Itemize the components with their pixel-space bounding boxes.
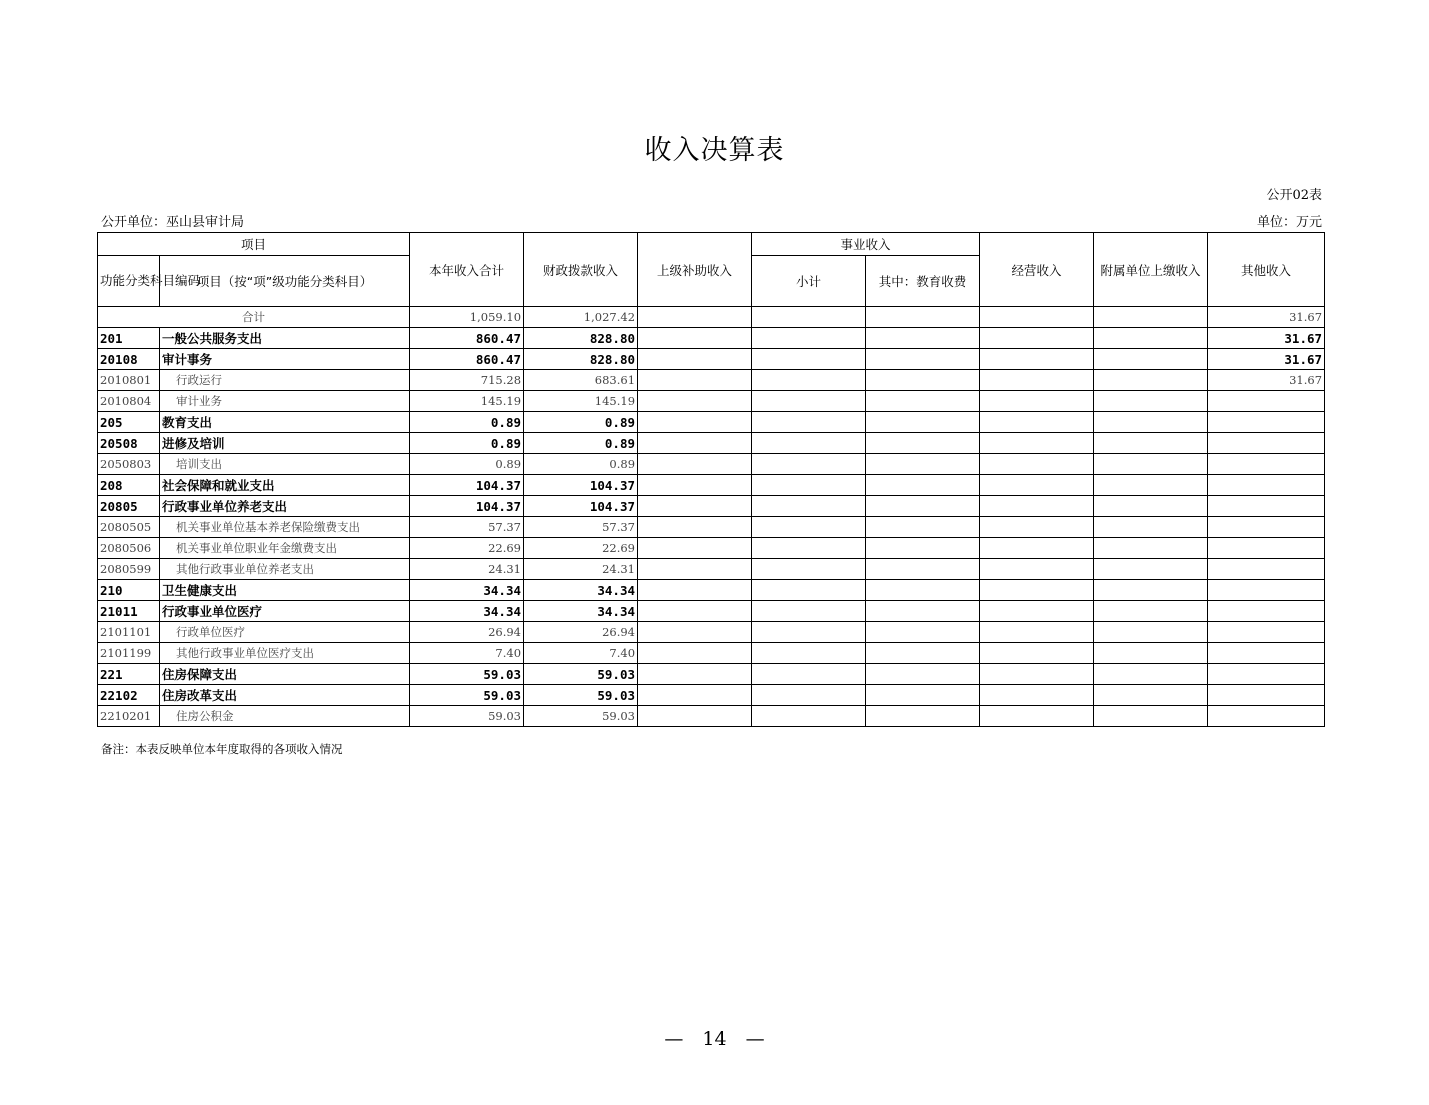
cell-total-income: 715.28: [410, 370, 524, 391]
cell-affiliated: [1094, 349, 1208, 370]
cell-other: [1208, 601, 1325, 622]
cell-affiliated: [1094, 622, 1208, 643]
cell-fiscal: 0.89: [524, 454, 638, 475]
cell-other: [1208, 391, 1325, 412]
cell-education-fee: [866, 349, 980, 370]
form-number: 公开02表: [1266, 188, 1322, 203]
cell-other: [1208, 496, 1325, 517]
cell-name: 一般公共服务支出: [160, 328, 410, 349]
cell-superior-subsidy: [638, 664, 752, 685]
header-affiliated: 附属单位上缴收入: [1094, 233, 1208, 307]
cell-total-income: 7.40: [410, 643, 524, 664]
cell-education-fee: [866, 454, 980, 475]
cell-operating: [980, 370, 1094, 391]
cell-education-fee: [866, 664, 980, 685]
cell-name: 行政运行: [160, 370, 410, 391]
cell-affiliated: [1094, 433, 1208, 454]
cell-total-income: 0.89: [410, 454, 524, 475]
cell-operating: [980, 328, 1094, 349]
cell-total-income: 34.34: [410, 601, 524, 622]
cell-fiscal: 7.40: [524, 643, 638, 664]
cell-education-fee: [866, 685, 980, 706]
cell-affiliated: [1094, 412, 1208, 433]
cell-name: 卫生健康支出: [160, 580, 410, 601]
cell-superior-subsidy: [638, 559, 752, 580]
cell-superior-subsidy: [638, 601, 752, 622]
cell-name: 住房保障支出: [160, 664, 410, 685]
cell-code: 2080599: [98, 559, 160, 580]
header-education-fee: 其中：教育收费: [866, 256, 980, 307]
cell-total-income: 0.89: [410, 412, 524, 433]
cell-name: 社会保障和就业支出: [160, 475, 410, 496]
cell-subtotal: [752, 706, 866, 727]
cell-subtotal: [752, 517, 866, 538]
cell-subtotal: [752, 328, 866, 349]
header-business-income: 事业收入: [752, 233, 980, 256]
cell-superior-subsidy: [638, 643, 752, 664]
cell-total-income: 104.37: [410, 475, 524, 496]
table-row: [98, 349, 1325, 370]
cell-education-fee: [866, 370, 980, 391]
cell-subtotal: [752, 349, 866, 370]
cell-affiliated: [1094, 706, 1208, 727]
cell-education-fee: [866, 538, 980, 559]
cell-other: 31.67: [1208, 328, 1325, 349]
header-operating: 经营收入: [980, 233, 1094, 307]
cell-code: 20508: [98, 433, 160, 454]
cell-fiscal: 59.03: [524, 685, 638, 706]
cell-total-income: 59.03: [410, 706, 524, 727]
header-other: 其他收入: [1208, 233, 1325, 307]
cell-code: 2080506: [98, 538, 160, 559]
cell-operating: [980, 685, 1094, 706]
cell-superior-subsidy: [638, 349, 752, 370]
table-row: [98, 685, 1325, 706]
cell-fiscal: 104.37: [524, 496, 638, 517]
cell-other: [1208, 559, 1325, 580]
cell-operating: [980, 664, 1094, 685]
cell-operating: [980, 643, 1094, 664]
cell-name: 培训支出: [160, 454, 410, 475]
cell-affiliated: [1094, 664, 1208, 685]
cell-superior-subsidy: [638, 412, 752, 433]
cell-superior-subsidy: [638, 622, 752, 643]
header-name: 项目（按“项”级功能分类科目）: [160, 256, 410, 307]
cell-name: 其他行政事业单位养老支出: [160, 559, 410, 580]
cell-fiscal: 57.37: [524, 517, 638, 538]
table-row: [98, 580, 1325, 601]
cell-other: [1208, 454, 1325, 475]
cell-superior-subsidy: [638, 496, 752, 517]
cell-name: 其他行政事业单位医疗支出: [160, 643, 410, 664]
cell-subtotal: [752, 496, 866, 517]
cell-subtotal: [752, 538, 866, 559]
cell-subtotal: [752, 370, 866, 391]
total-subtotal: [752, 307, 866, 328]
table-row: [98, 433, 1325, 454]
cell-affiliated: [1094, 496, 1208, 517]
cell-affiliated: [1094, 391, 1208, 412]
cell-fiscal: 34.34: [524, 601, 638, 622]
cell-other: [1208, 706, 1325, 727]
cell-operating: [980, 559, 1094, 580]
table-row: [98, 475, 1325, 496]
cell-operating: [980, 496, 1094, 517]
cell-affiliated: [1094, 328, 1208, 349]
cell-name: 行政单位医疗: [160, 622, 410, 643]
cell-name: 机关事业单位职业年金缴费支出: [160, 538, 410, 559]
cell-fiscal: 59.03: [524, 664, 638, 685]
cell-code: 21011: [98, 601, 160, 622]
cell-operating: [980, 391, 1094, 412]
cell-education-fee: [866, 328, 980, 349]
cell-total-income: 0.89: [410, 433, 524, 454]
cell-code: 2101199: [98, 643, 160, 664]
cell-other: [1208, 433, 1325, 454]
cell-subtotal: [752, 664, 866, 685]
cell-superior-subsidy: [638, 454, 752, 475]
cell-education-fee: [866, 496, 980, 517]
total-superior-subsidy: [638, 307, 752, 328]
cell-affiliated: [1094, 538, 1208, 559]
header-total-income: 本年收入合计: [410, 233, 524, 307]
cell-name: 教育支出: [160, 412, 410, 433]
cell-code: 20805: [98, 496, 160, 517]
cell-affiliated: [1094, 475, 1208, 496]
table-row: [98, 538, 1325, 559]
header-item: 项目: [98, 233, 410, 256]
table-row: [98, 517, 1325, 538]
cell-superior-subsidy: [638, 580, 752, 601]
table-row: [98, 454, 1325, 475]
cell-subtotal: [752, 622, 866, 643]
cell-affiliated: [1094, 580, 1208, 601]
cell-education-fee: [866, 391, 980, 412]
cell-operating: [980, 706, 1094, 727]
cell-name: 住房公积金: [160, 706, 410, 727]
cell-other: [1208, 538, 1325, 559]
cell-operating: [980, 412, 1094, 433]
cell-code: 2101101: [98, 622, 160, 643]
reporting-unit: 公开单位：巫山县审计局: [101, 215, 245, 230]
cell-superior-subsidy: [638, 433, 752, 454]
cell-subtotal: [752, 433, 866, 454]
cell-subtotal: [752, 685, 866, 706]
cell-superior-subsidy: [638, 685, 752, 706]
table-row: [98, 559, 1325, 580]
cell-code: 2210201: [98, 706, 160, 727]
cell-affiliated: [1094, 685, 1208, 706]
cell-name: 审计事务: [160, 349, 410, 370]
cell-other: [1208, 622, 1325, 643]
cell-code: 201: [98, 328, 160, 349]
cell-total-income: 59.03: [410, 664, 524, 685]
cell-superior-subsidy: [638, 370, 752, 391]
cell-education-fee: [866, 433, 980, 454]
cell-code: 205: [98, 412, 160, 433]
cell-fiscal: 104.37: [524, 475, 638, 496]
total-other: 31.67: [1208, 307, 1325, 328]
cell-code: 210: [98, 580, 160, 601]
cell-affiliated: [1094, 601, 1208, 622]
cell-superior-subsidy: [638, 391, 752, 412]
cell-total-income: 59.03: [410, 685, 524, 706]
cell-code: 208: [98, 475, 160, 496]
cell-education-fee: [866, 601, 980, 622]
total-operating: [980, 307, 1094, 328]
total-affiliated: [1094, 307, 1208, 328]
cell-subtotal: [752, 601, 866, 622]
total-fiscal: 1,027.42: [524, 307, 638, 328]
table-row: [98, 622, 1325, 643]
cell-affiliated: [1094, 370, 1208, 391]
page-number: — 14 —: [664, 1028, 765, 1050]
total-label: 合计: [98, 307, 410, 328]
cell-name: 行政事业单位养老支出: [160, 496, 410, 517]
cell-code: 2010801: [98, 370, 160, 391]
table-row: [98, 643, 1325, 664]
cell-operating: [980, 622, 1094, 643]
cell-education-fee: [866, 475, 980, 496]
cell-code: 2080505: [98, 517, 160, 538]
cell-operating: [980, 433, 1094, 454]
cell-operating: [980, 475, 1094, 496]
cell-subtotal: [752, 391, 866, 412]
cell-superior-subsidy: [638, 475, 752, 496]
cell-name: 行政事业单位医疗: [160, 601, 410, 622]
cell-fiscal: 26.94: [524, 622, 638, 643]
cell-operating: [980, 349, 1094, 370]
cell-fiscal: 59.03: [524, 706, 638, 727]
currency-unit: 单位：万元: [1256, 215, 1322, 230]
page-title: 收入决算表: [644, 135, 785, 166]
cell-other: [1208, 685, 1325, 706]
cell-total-income: 104.37: [410, 496, 524, 517]
cell-code: 221: [98, 664, 160, 685]
cell-affiliated: [1094, 559, 1208, 580]
cell-other: 31.67: [1208, 349, 1325, 370]
cell-other: [1208, 412, 1325, 433]
cell-affiliated: [1094, 517, 1208, 538]
cell-fiscal: 34.34: [524, 580, 638, 601]
cell-superior-subsidy: [638, 517, 752, 538]
cell-fiscal: 145.19: [524, 391, 638, 412]
cell-total-income: 26.94: [410, 622, 524, 643]
cell-fiscal: 24.31: [524, 559, 638, 580]
cell-superior-subsidy: [638, 706, 752, 727]
cell-superior-subsidy: [638, 328, 752, 349]
cell-code: 2050803: [98, 454, 160, 475]
cell-other: [1208, 517, 1325, 538]
total-row: [98, 307, 1325, 328]
table-row: [98, 601, 1325, 622]
footnote: 备注：本表反映单位本年度取得的各项收入情况: [101, 742, 343, 756]
cell-superior-subsidy: [638, 538, 752, 559]
table-row: [98, 496, 1325, 517]
cell-education-fee: [866, 622, 980, 643]
cell-fiscal: 683.61: [524, 370, 638, 391]
cell-affiliated: [1094, 454, 1208, 475]
cell-subtotal: [752, 580, 866, 601]
table-row: [98, 391, 1325, 412]
cell-other: [1208, 664, 1325, 685]
cell-total-income: 24.31: [410, 559, 524, 580]
cell-subtotal: [752, 454, 866, 475]
cell-fiscal: 22.69: [524, 538, 638, 559]
cell-education-fee: [866, 706, 980, 727]
header-code: 功能分类科目编码: [98, 256, 160, 307]
cell-name: 机关事业单位基本养老保险缴费支出: [160, 517, 410, 538]
cell-education-fee: [866, 412, 980, 433]
cell-education-fee: [866, 580, 980, 601]
cell-name: 审计业务: [160, 391, 410, 412]
cell-subtotal: [752, 559, 866, 580]
cell-fiscal: 0.89: [524, 412, 638, 433]
cell-operating: [980, 517, 1094, 538]
cell-subtotal: [752, 412, 866, 433]
header-subtotal: 小计: [752, 256, 866, 307]
table-row: [98, 706, 1325, 727]
cell-subtotal: [752, 475, 866, 496]
table-row: [98, 370, 1325, 391]
cell-total-income: 34.34: [410, 580, 524, 601]
total-total-income: 1,059.10: [410, 307, 524, 328]
income-table: [97, 232, 1325, 727]
cell-total-income: 860.47: [410, 328, 524, 349]
cell-name: 进修及培训: [160, 433, 410, 454]
cell-education-fee: [866, 517, 980, 538]
cell-other: [1208, 475, 1325, 496]
cell-operating: [980, 601, 1094, 622]
cell-education-fee: [866, 559, 980, 580]
cell-other: [1208, 643, 1325, 664]
header-superior-subsidy: 上级补助收入: [638, 233, 752, 307]
table-row: [98, 412, 1325, 433]
cell-fiscal: 828.80: [524, 328, 638, 349]
cell-total-income: 145.19: [410, 391, 524, 412]
cell-education-fee: [866, 643, 980, 664]
total-education-fee: [866, 307, 980, 328]
table-row: [98, 664, 1325, 685]
cell-other: [1208, 580, 1325, 601]
cell-code: 22102: [98, 685, 160, 706]
table-row: [98, 328, 1325, 349]
cell-code: 20108: [98, 349, 160, 370]
cell-name: 住房改革支出: [160, 685, 410, 706]
cell-fiscal: 828.80: [524, 349, 638, 370]
cell-operating: [980, 538, 1094, 559]
cell-subtotal: [752, 643, 866, 664]
cell-other: 31.67: [1208, 370, 1325, 391]
header-fiscal: 财政拨款收入: [524, 233, 638, 307]
cell-total-income: 860.47: [410, 349, 524, 370]
cell-affiliated: [1094, 643, 1208, 664]
cell-operating: [980, 454, 1094, 475]
cell-fiscal: 0.89: [524, 433, 638, 454]
cell-code: 2010804: [98, 391, 160, 412]
cell-total-income: 57.37: [410, 517, 524, 538]
cell-operating: [980, 580, 1094, 601]
cell-total-income: 22.69: [410, 538, 524, 559]
